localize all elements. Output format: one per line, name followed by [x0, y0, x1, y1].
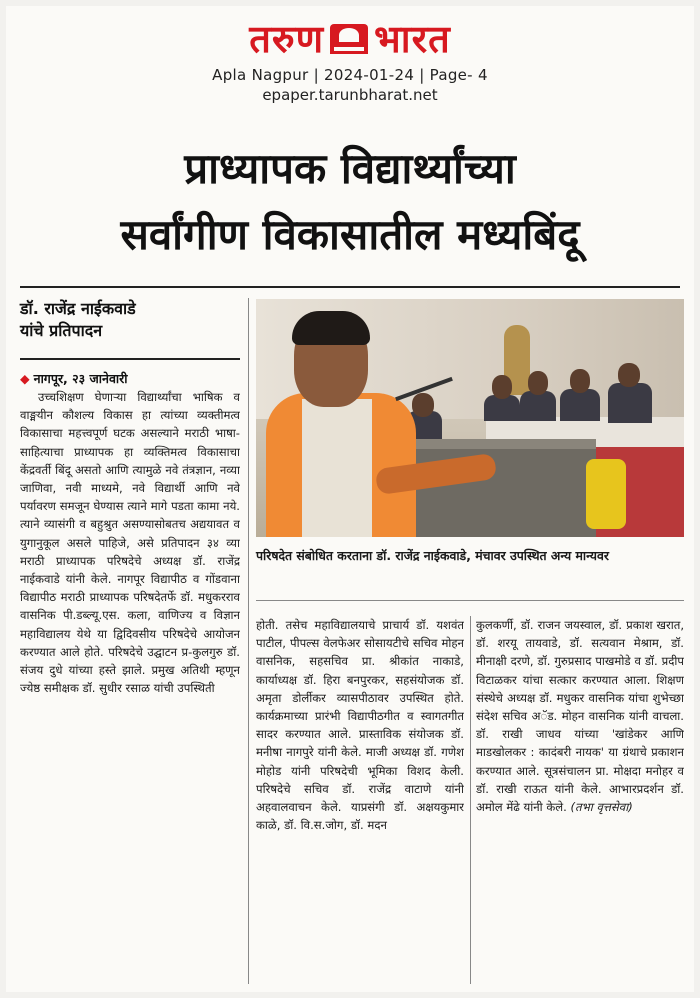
- newspaper-emblem-icon: [330, 24, 368, 54]
- byline: [20, 298, 240, 342]
- dateline-text: नागपूर, २३ जानेवारी: [33, 371, 128, 386]
- edition-line: Apla Nagpur | 2024-01-24 | Page- 4: [212, 66, 488, 84]
- logo-right-text: भारत: [374, 17, 451, 61]
- speaker-vest: [302, 399, 372, 537]
- headline-divider: [20, 286, 680, 288]
- article-column-right: [476, 616, 684, 984]
- column-divider: [248, 298, 249, 984]
- photo-guest-head: [570, 369, 590, 393]
- column-middle-text: होती. तसेच महाविद्यालयाचे प्राचार्य डॉ. यशवंत पाटील, पीपल्स वेलफेअर सोसायटीचे सचिव मोहन वासनिक, सहसचिव प्रा. श्रीकांत नाकाडे, कार्याध्यक्ष डॉ. हिरा बनपुरकर, सहसंयोजक डॉ. अमृता डोर्लीकर व्यासपीठावर उपस्थित होते. कार्यक्रमाच्या प्रारंभी विद्यापीठगीत व स्वागतगीत सादर करण्यात आले. प्रास्ताविक संयोजक डॉ. मनीषा नागपुरे यांनी केले. माजी अध्यक्ष डॉ. गणेश मोहोड यांनी परिषदेची भूमिका विशद केली. परिषदेचे सचिव डॉ. राजेंद्र वाटाणे यांनी अहवालवाचन केले. याप्रसंगी डॉ. अक्षयकुमार काळे, डॉ. वि.स.जोग, डॉ. मदन: [256, 618, 464, 833]
- news-credit: (तभा वृत्तसेवा): [570, 800, 633, 815]
- headline-line-2: सर्वांगीण विकासातील मध्यबिंदू: [120, 210, 580, 259]
- logo-left-text: तरुण: [249, 17, 325, 61]
- photo-guest: [608, 383, 652, 423]
- caption-divider: [256, 600, 684, 601]
- newspaper-logo: [249, 18, 451, 60]
- photo-guest-head: [528, 371, 548, 395]
- masthead: [6, 18, 694, 104]
- speaker-hair: [292, 311, 370, 345]
- article-photo: [256, 299, 684, 537]
- photo-flower-bouquet: [586, 459, 626, 529]
- headline-line-1: प्राध्यापक विद्यार्थ्यांच्या: [184, 144, 516, 193]
- photo-guest: [520, 391, 556, 421]
- byline-line-1: डॉ. राजेंद्र नाईकवाडे: [20, 299, 136, 318]
- photo-guest-head: [492, 375, 512, 399]
- photo-caption: परिषदेत संबोधित करताना डॉ. राजेंद्र नाईकवाडे, मंचावर उपस्थित अन्य मान्यवर: [256, 548, 609, 563]
- article-column-middle: [256, 616, 464, 984]
- column-right-text: कुलकर्णी, डॉ. राजन जयस्वाल, डॉ. प्रकाश खरात, डॉ. शरयू तायवाडे, डॉ. सत्यवान मेश्राम, डॉ. मीनाक्षी दरणे, डॉ. गुरुप्रसाद पाखमोडे व डॉ. प्रदीप विटाळकर यांचा सत्कार करण्यात आला. शिक्षण संस्थेचे अध्यक्ष डॉ. मधुकर वासनिक यांचा शुभेच्छा संदेश सचिव अॅड. मोहन वासनिक यांनी वाचला. डॉ. राखी जाधव यांच्या 'खांडेकर आणि माडखोलकर : कादंबरी नायक' या ग्रंथाचे प्रकाशन करण्यात आले. सूत्रसंचालन प्रा. मोक्षदा मनोहर व डॉ. राखी राऊत यांनी केले. आभारप्रदर्शन डॉ. अमोल मेंढे यांनी केले.: [476, 618, 684, 815]
- article-column-left: [20, 388, 240, 984]
- column-left-text: उच्चशिक्षण घेणाऱ्या विद्यार्थ्यांचा भाषिक व वाङ्मयीन कौशल्य विकास हा त्यांच्या व्यक्तीमत्व विकासाचा महत्त्वपूर्ण घटक असल्याने मराठी भाषा-साहित्याचा प्राध्यापक हा व्यक्तिमत्व विकासाचा केंद्रवर्ती बिंदू असतो आणि त्यामुळे नवे तंत्रज्ञान, नव्या जाणिवा, नवी माध्यमे, नवे विद्यार्थी आणि नवे पर्यावरण समजून घेण्यास त्याने मागे पडता कामा नये. त्याने व्यासंगी व बहुश्रुत असण्यासोबतच अद्ययावत व युगानुकूल असले पाहिजे, असे प्रतिपादन ३४ व्या मराठी प्राध्यापक परिषदेचे अध्यक्ष डॉ. राजेंद्र नाईकवाडे यांनी केले. नागपूर विद्यापीठ व गोंडवाना विद्यापीठ मराठी प्राध्यापक परिषदेतर्फे डॉ. मधुकरराव वासनिक पी.डब्ल्यू.एस. कला, वाणिज्य व विज्ञान महाविद्यालय येथे या द्विदिवसीय परिषदेचे आयोजन करण्यात आले होते. परिषदेचे उद्घाटन प्र-कुलगुरु डॉ. संजय दुधे यांच्या हस्ते झाले. प्रमुख अतिथी म्हणून ज्येष्ठ समीक्षक डॉ. सुधीर रसाळ यांची उपस्थिती: [20, 390, 240, 696]
- article-headline: [6, 136, 694, 268]
- byline-line-2: यांचे प्रतिपादन: [20, 321, 103, 340]
- photo-speaker: [266, 311, 436, 537]
- photo-guest-head: [618, 363, 640, 387]
- column-divider: [470, 616, 471, 984]
- newspaper-page: [6, 6, 694, 992]
- website-link[interactable]: epaper.tarunbharat.net: [262, 86, 438, 104]
- byline-divider: [20, 358, 240, 360]
- photo-guest: [560, 389, 600, 421]
- diamond-bullet-icon: ◆: [20, 371, 30, 386]
- dateline: [20, 370, 128, 387]
